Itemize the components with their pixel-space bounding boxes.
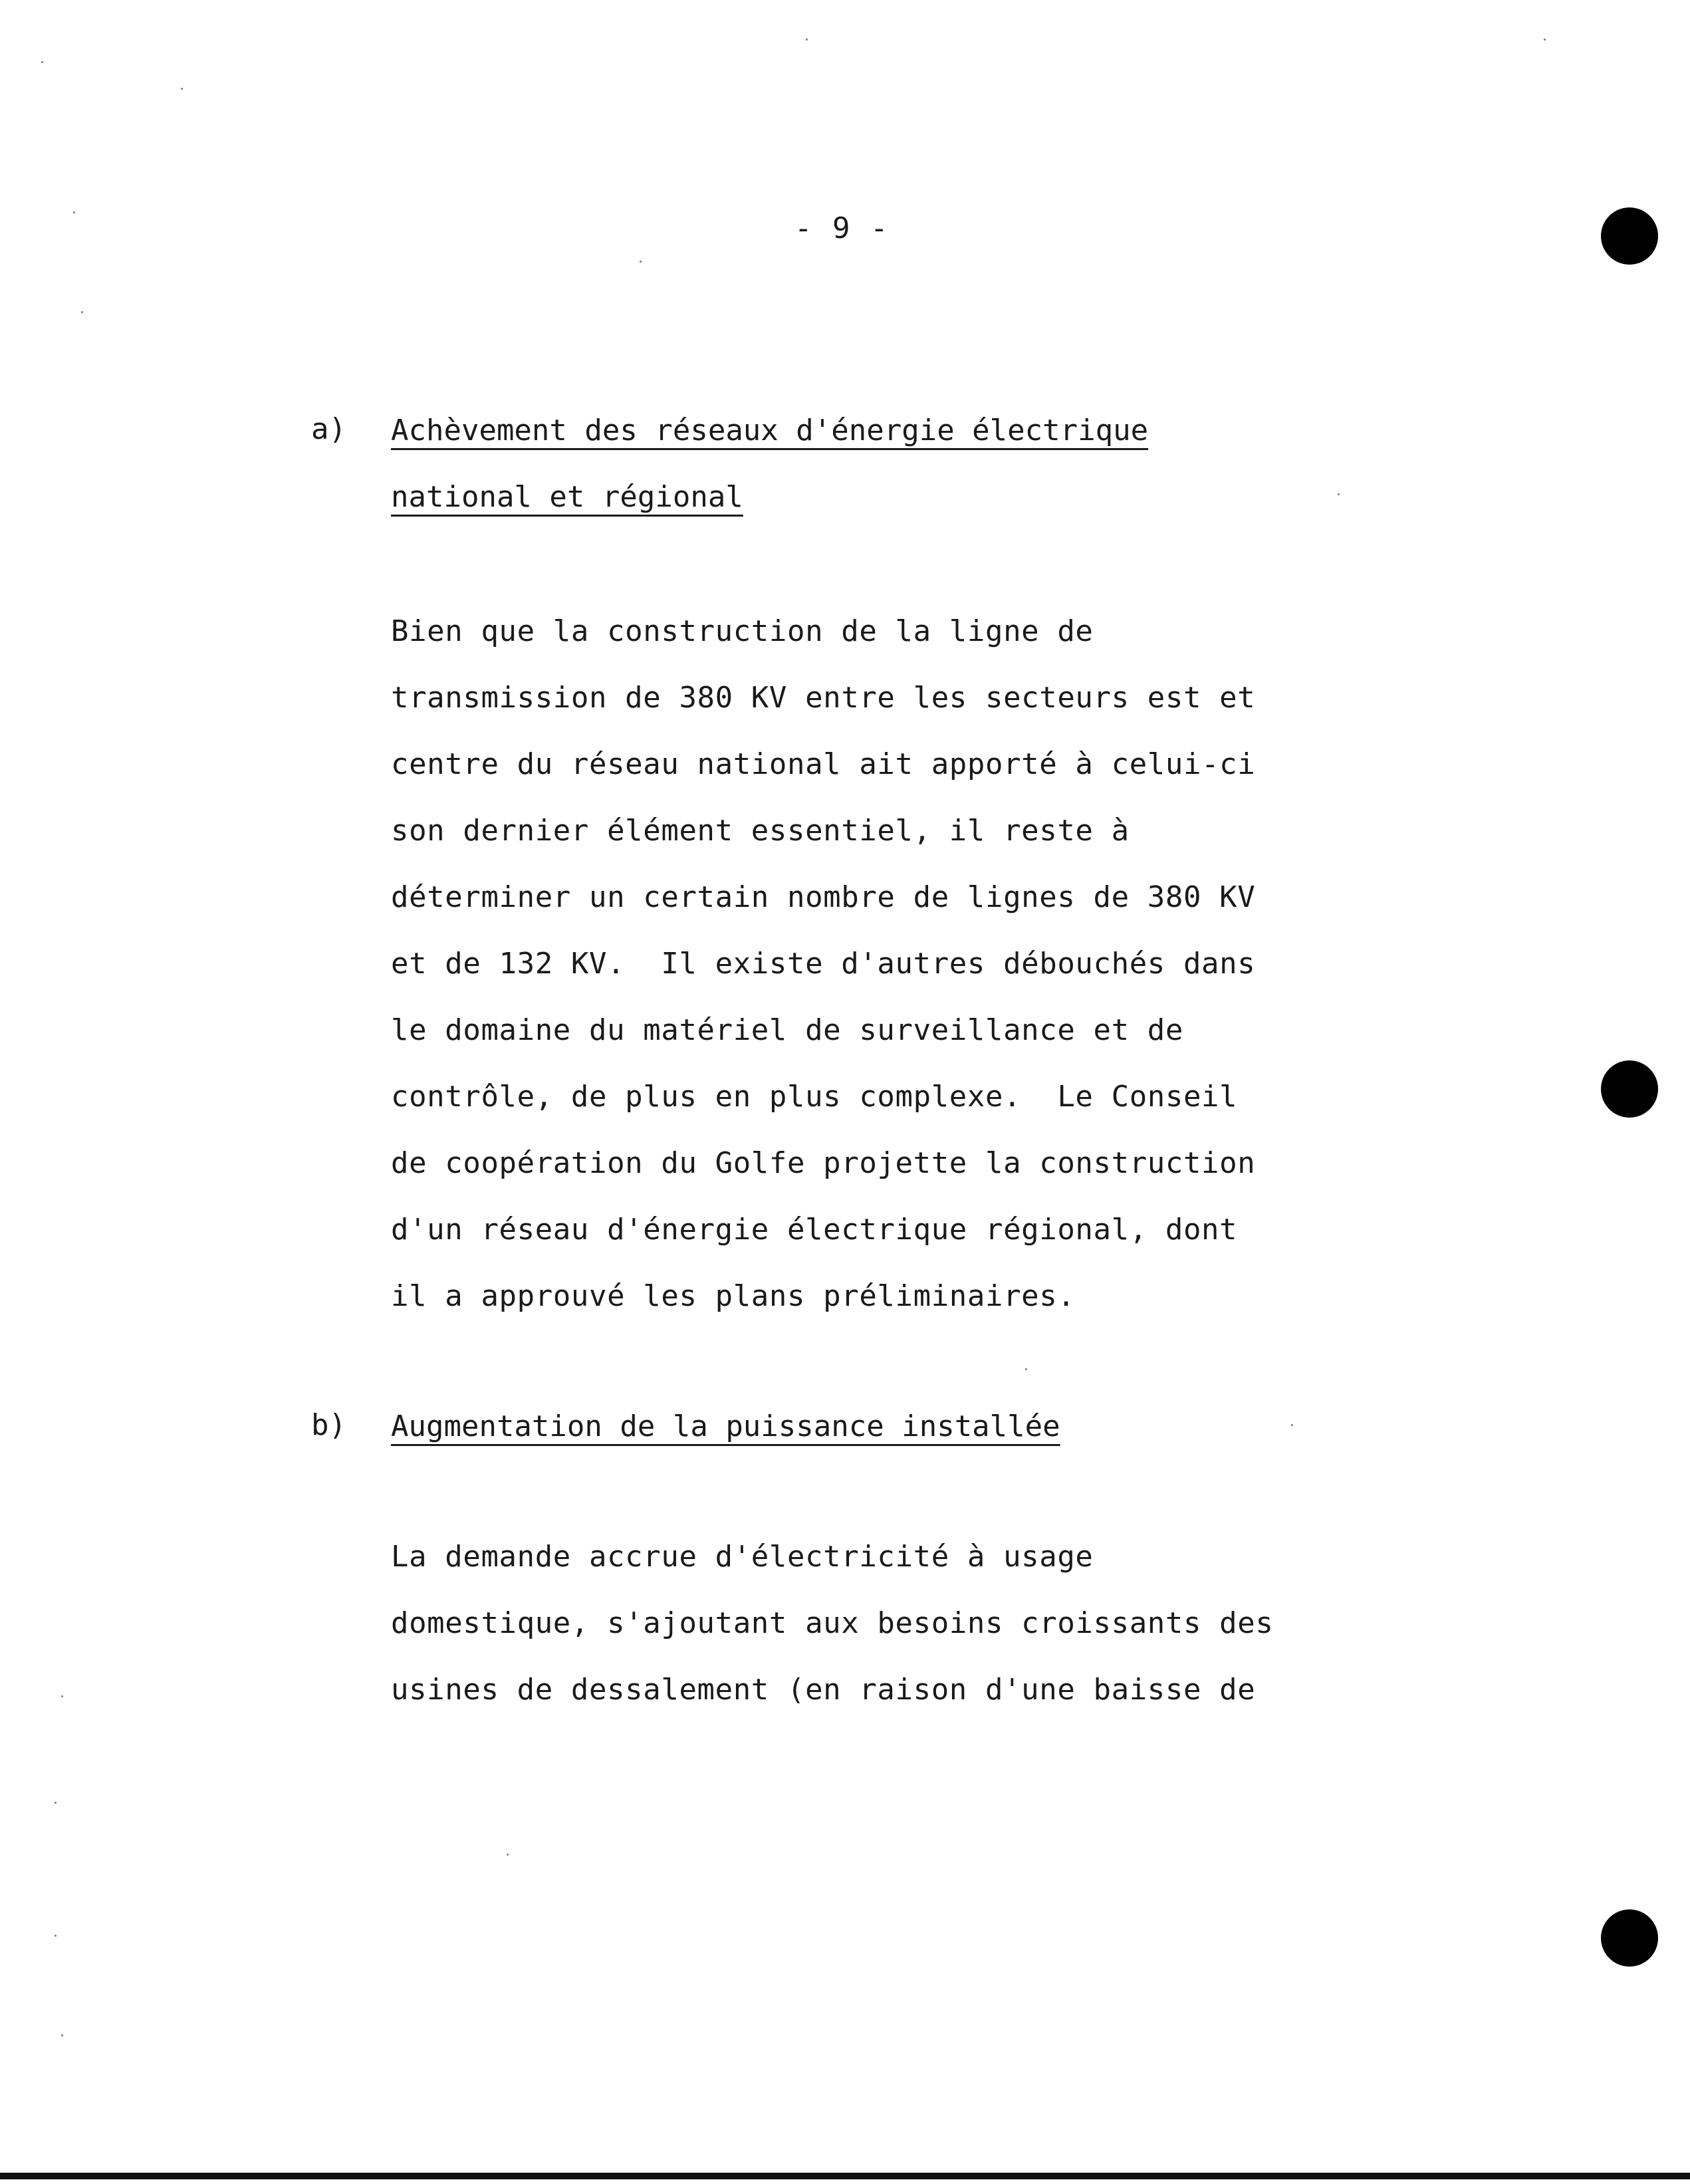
scan-speck [1544,39,1546,41]
scan-speck [61,1695,63,1697]
paragraph-line: son dernier élément essentiel, il reste à [391,814,1130,848]
paragraph-line: usines de dessalement (en raison d'une baisse de [391,1673,1256,1707]
section-a-marker: a) [311,412,346,446]
paragraph-line: contrôle, de plus en plus complexe. Le Conseil [391,1080,1238,1114]
scan-speck [806,39,808,41]
section-a-heading [391,398,1148,531]
heading-text: national et régional [391,480,743,514]
heading-text: Achèvement des réseaux d'énergie électrique [391,414,1149,447]
heading-text: Augmentation de la puissance installée [391,1409,1060,1443]
page-number: - 9 - [794,211,890,245]
scan-speck [640,261,642,263]
punch-hole [1601,1909,1658,1967]
scan-speck [1025,1368,1027,1370]
punch-hole [1601,207,1658,265]
scan-speck [55,1802,57,1804]
paragraph-line: et de 132 KV. Il existe d'autres débouchés dans [391,947,1256,981]
scan-speck [81,311,83,313]
scan-speck [73,211,75,213]
paragraph-line: transmission de 380 KV entre les secteurs est et [391,681,1256,715]
scan-speck [41,61,43,63]
paragraph-line: de coopération du Golfe projette la construction [391,1146,1256,1180]
section-b-marker: b) [311,1408,346,1442]
paragraph-line: Bien que la construction de la ligne de [391,614,1094,648]
scan-speck [61,2034,63,2036]
scan-speck [1338,493,1340,495]
section-a-paragraph [391,598,1255,1330]
scan-speck [55,1935,57,1937]
heading-line [391,464,1148,531]
paragraph-line: d'un réseau d'énergie électrique régional, dont [391,1213,1238,1247]
scan-bottom-edge [0,2173,1690,2179]
section-b-heading [391,1394,1060,1460]
heading-line [391,1394,1060,1460]
scan-speck [507,1854,509,1856]
scan-speck [1291,1424,1293,1426]
section-b-paragraph [391,1524,1273,1723]
scan-speck [181,88,183,90]
paragraph-line: déterminer un certain nombre de lignes de 380 KV [391,880,1256,914]
paragraph-line: le domaine du matériel de surveillance et de [391,1013,1183,1047]
punch-hole [1601,1060,1658,1118]
paragraph-line: La demande accrue d'électricité à usage [391,1540,1094,1574]
paragraph-line: domestique, s'ajoutant aux besoins croissants des [391,1606,1274,1640]
paragraph-line: centre du réseau national ait apporté à celui-ci [391,747,1256,781]
heading-line [391,398,1148,464]
paragraph-line: il a approuvé les plans préliminaires. [391,1279,1076,1313]
